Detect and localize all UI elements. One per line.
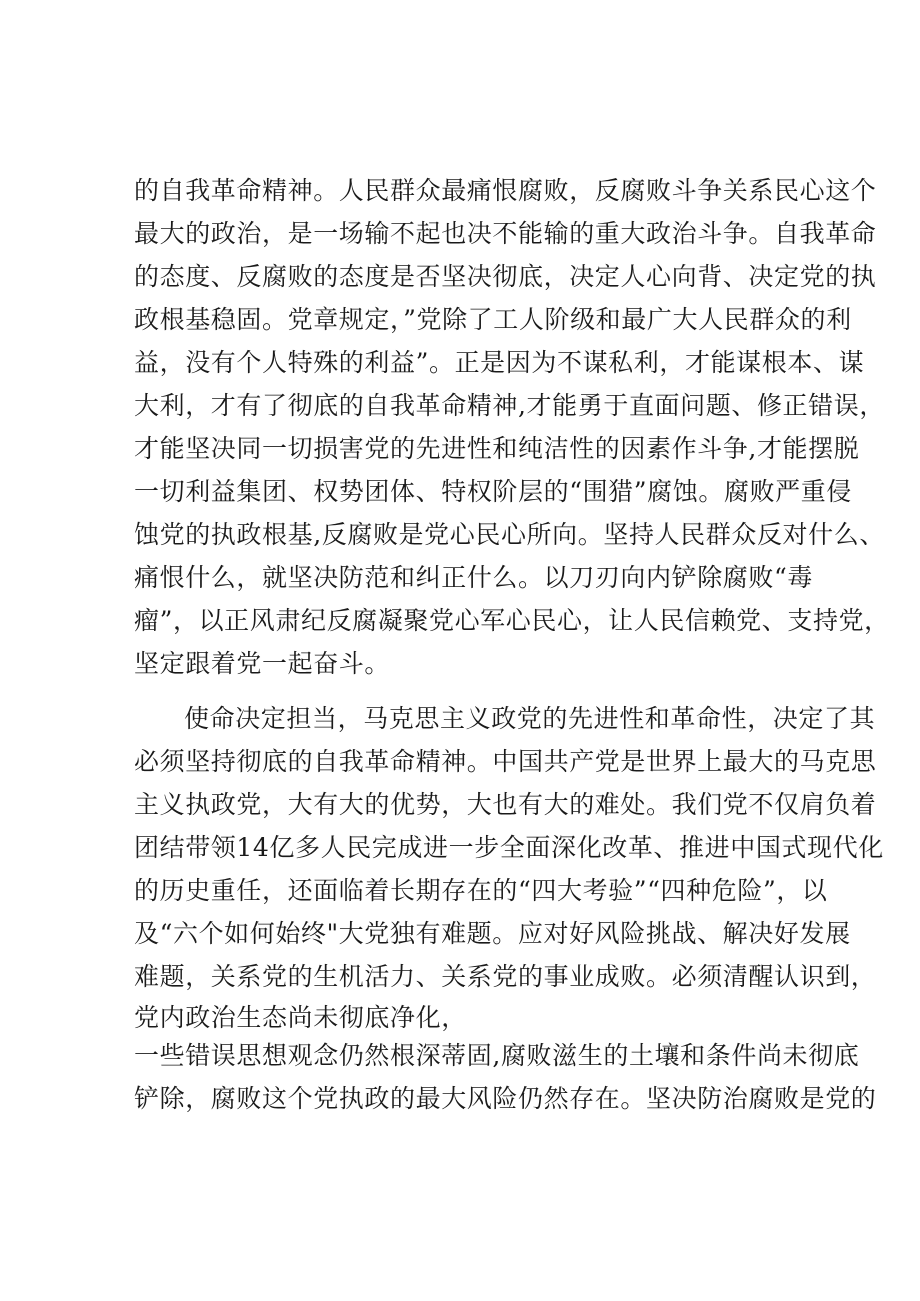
paragraph-1-line-10: 痛恨什么，就坚决防范和纠正什么。以刀刃向内铲除腐败“毒 xyxy=(134,563,813,592)
paragraph-2-line-1: 使命决定担当，马克思主义政党的先进性和革命性，决定了其 xyxy=(184,704,876,733)
paragraph-1-line-6: 大利，才有了彻底的自我革命精神,才能勇于直面问题、修正错误， xyxy=(134,391,885,420)
paragraph-2-line-8: 党内政治生态尚未彻底净化， xyxy=(134,1003,467,1032)
paragraph-2-line-5: 的历史重任，还面临着长期存在的“四大考验”“四种危险”，以 xyxy=(134,876,828,905)
paragraph-1-line-8: 一切利益集团、权势团体、特权阶层的“围猎”腐蚀。腐败严重侵 xyxy=(134,477,852,506)
paragraph-2-line-2: 必须坚持彻底的自我革命精神。中国共产党是世界上最大的马克思 xyxy=(134,747,877,776)
paragraph-1-line-2: 最大的政治，是一场输不起也决不能输的重大政治斗争。自我革命 xyxy=(134,219,877,248)
paragraph-1-line-3: 的态度、反腐败的态度是否坚决彻底，决定人心向背、决定党的执 xyxy=(134,262,877,291)
paragraph-2-line-9: 一些错误思想观念仍然根深蒂固,腐败滋生的土壤和条件尚未彻底 xyxy=(134,1041,860,1070)
paragraph-1-line-7: 才能坚决同一切损害党的先进性和纯洁性的因素作斗争,才能摆脱 xyxy=(134,434,860,463)
paragraph-1-line-5: 益，没有个人特殊的利益”。正是因为不谋私利，才能谋根本、谋 xyxy=(134,348,865,377)
paragraph-2-line-6: 及“六个如何始终"大党独有难题。应对好风险挑战、解决好发展 xyxy=(134,919,851,948)
paragraph-1-line-12: 坚定跟着党一起奋斗。 xyxy=(134,649,391,678)
paragraph-1-line-1: 的自我革命精神。人民群众最痛恨腐败，反腐败斗争关系民心这个 xyxy=(134,176,877,205)
paragraph-1-line-9: 蚀党的执政根基,反腐败是党心民心所向。坚持人民群众反对什么、 xyxy=(134,520,885,549)
paragraph-1-line-11: 瘤”，以正风肃纪反腐凝聚党心军心民心，让人民信赖党、支持党， xyxy=(134,606,890,635)
paragraph-2-line-3: 主义执政党，大有大的优势，大也有大的难处。我们党不仅肩负着 xyxy=(134,790,877,819)
paragraph-2-line-4: 团结带领14亿多人民完成进一步全面深化改革、推进中国式现代化 xyxy=(134,833,884,862)
paragraph-2-line-10: 铲除，腐败这个党执政的最大风险仍然存在。坚决防治腐败是党的 xyxy=(134,1084,877,1113)
paragraph-1-line-4: 政根基稳固。党章规定，”党除了工人阶级和最广大人民群众的利 xyxy=(134,305,852,334)
paragraph-2-line-7: 难题，关系党的生机活力、关系党的事业成败。必须清醒认识到， xyxy=(134,962,877,991)
